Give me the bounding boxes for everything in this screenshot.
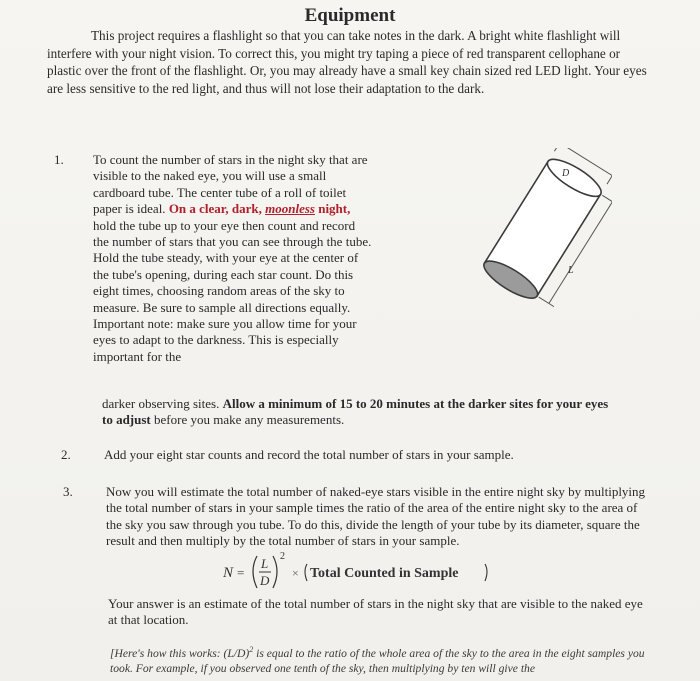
formula-denominator: D [260,573,270,588]
formula-exponent: 2 [280,551,285,562]
item-1-highlight: On a clear, dark, [168,201,262,217]
item-1-number: 1. [54,152,64,167]
note-part-b: is equal to the ratio of the whole area of the sky to the area in the eight samples you took. For example, if you observed one tenth of the sky, then multiplying by ten will give the [110,646,645,675]
item-1-tail [102,396,662,429]
item-1-text [93,152,373,365]
formula-equals: = [237,565,245,580]
item-2-number: 2. [61,447,71,462]
item-1-part-b: hold the tube up to your eye then count and record the number of stars that you can see through the tube. Hold the tube steady, with your eye at the center of the tube's opening, during each star count. Do this eight times, choosing random areas of the sky to measure. Be sure to sample all directions equally. Important note: make sure you allow time for your eyes to adapt to the darkness. This is especially important for the [93,217,372,364]
intro-paragraph: This project requires a flashlight so that you can take notes in the dark. A bright white flashlight will interfere with your night vision. To correct this, you might try taping a piece of red transparent cellophane or plastic over the front of the flashlight. Or, you may already have a small key chain sized red LED light. Your eyes are less sensitive to the red light, and thus will not lose their adaptation to the dark. [47,28,647,96]
item-1-part-c: darker observing sites. [102,396,220,411]
item-1-highlight-underlined: moonless [265,201,315,217]
formula-times: × [292,566,299,580]
note-exponent: 2 [249,645,254,654]
formula-total: Total Counted in Sample [310,566,459,581]
formula-numerator: L [261,556,269,571]
diameter-label: D [562,168,570,179]
length-label: L [568,265,574,276]
how-it-works-note [110,642,660,676]
cylinder-diagram [462,148,612,313]
star-count-formula [223,548,503,594]
item-1-bold-note-b: to adjust [102,412,151,428]
page-title: Equipment [304,5,396,26]
item-3-number: 3. [63,484,73,499]
note-part-a: [Here's how this works: (L/D) [110,646,250,660]
item-3-text: Now you will estimate the total number of naked-eye stars visible in the entire night sky by multiplying the total number of stars in your sample times the ratio of the area of the entire night sky to the area of the sky you saw through you tube. To do this, divide the length of your tube by its diameter, square the result and then multiply by the total number of stars in your sample. [106,484,646,549]
item-1-part-d: before you make any measurements. [154,412,345,428]
formula-n: N [223,565,234,581]
item-1-highlight-night: night, [318,201,351,217]
answer-explanation: Your answer is an estimate of the total number of stars in the night sky that are visible to the naked eye at that location. [108,596,643,628]
item-2-text: Add your eight star counts and record the total number of stars in your sample. [104,447,514,462]
item-1-bold-note-a: Allow a minimum of 15 to 20 minutes at the darker sites for your eyes [222,396,609,411]
item-1-part-a: To count the number of stars in the night sky that are visible to the naked eye, you will use a small cardboard tube. The center tube of a roll of toilet paper is ideal. [93,152,368,217]
